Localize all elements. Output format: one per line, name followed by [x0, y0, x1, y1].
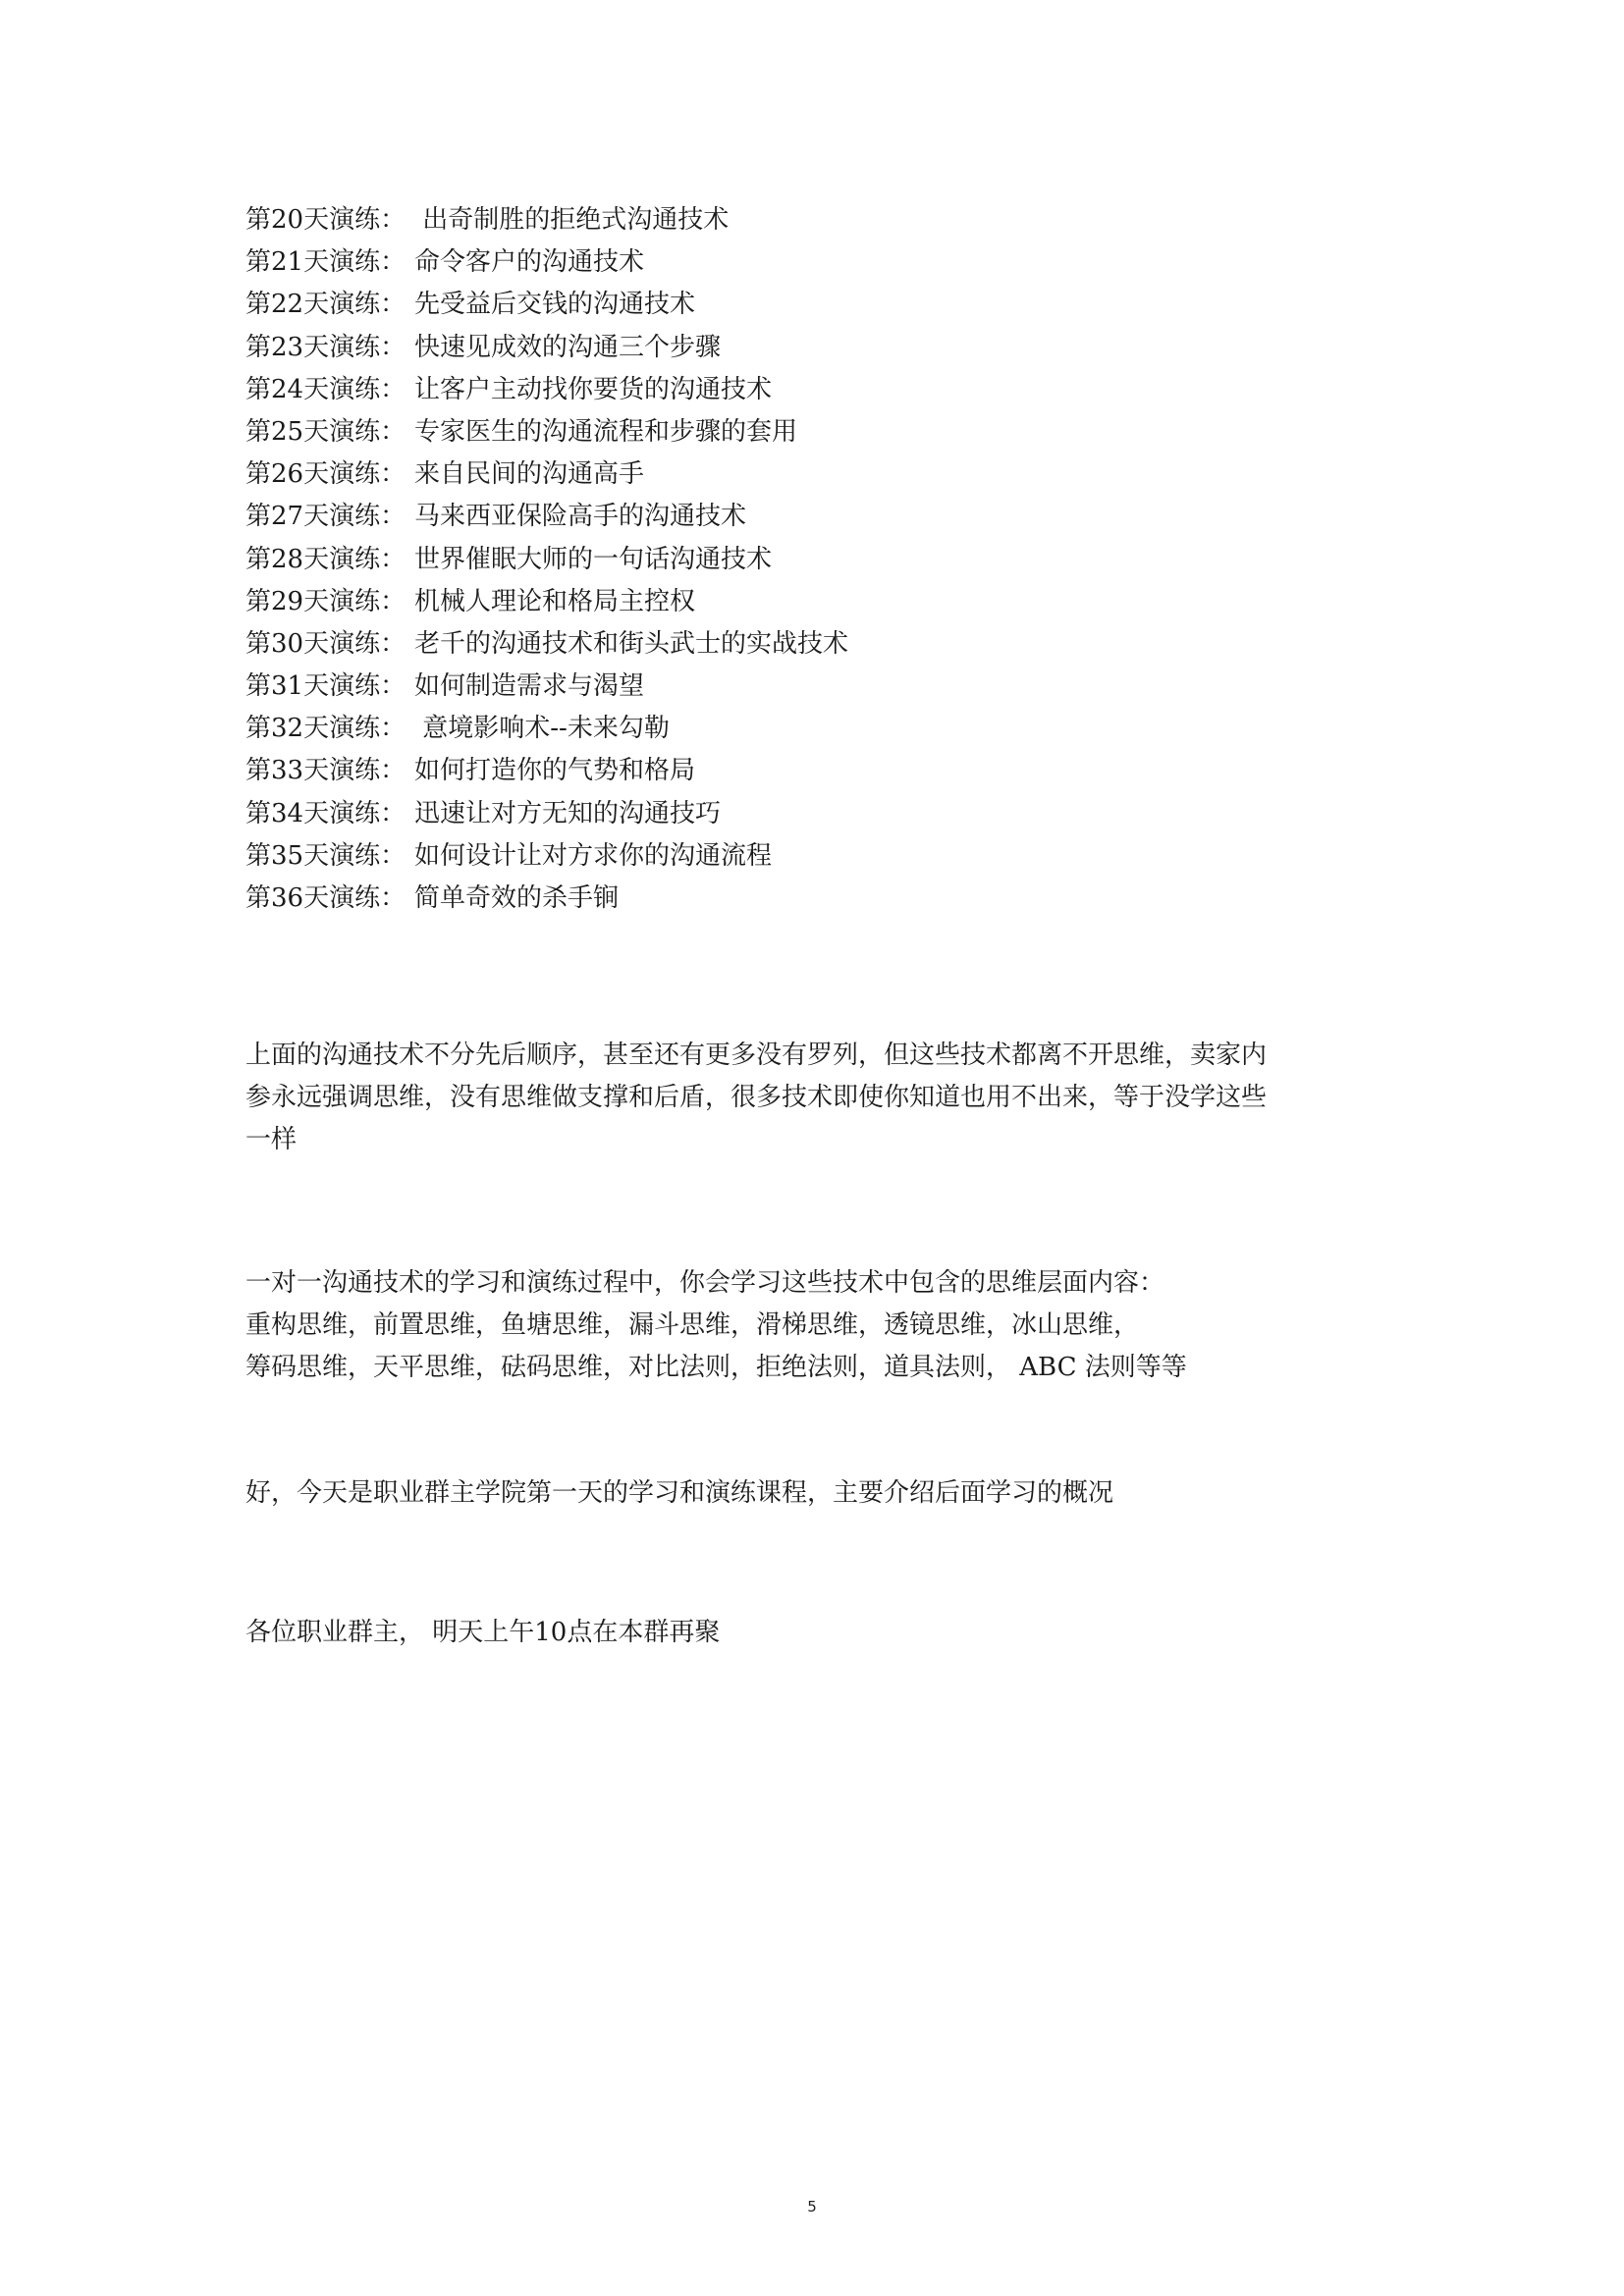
lesson-item: [245, 835, 1424, 878]
summary-line: 参永远强调思维，没有思维做支撑和后盾，很多技术即使你知道也用不出来，等于没学这些: [245, 1083, 1268, 1112]
lesson-title: 机械人理论和格局主控权: [414, 586, 696, 616]
lesson-day: 第25天演练：: [245, 416, 406, 447]
lesson-day: 第27天演练：: [245, 502, 406, 532]
thinking-line: 重构思维，前置思维，鱼塘思维，漏斗思维，滑梯思维，透镜思维，冰山思维，: [245, 1310, 1140, 1340]
lesson-day: 第28天演练：: [245, 544, 406, 574]
closing-line: 各位职业群主， 明天上午10点在本群再聚: [245, 1618, 721, 1647]
lesson-day: 第22天演练：: [245, 290, 406, 320]
lesson-title: 命令客户的沟通技术: [414, 247, 645, 278]
lesson-item: [245, 878, 1424, 920]
lesson-title: 快速见成效的沟通三个步骤: [414, 332, 722, 362]
lesson-item: [245, 793, 1424, 835]
lesson-title: 出奇制胜的拒绝式沟通技术: [414, 205, 730, 235]
lesson-day: 第35天演练：: [245, 840, 406, 871]
lesson-item: [245, 199, 1424, 241]
lesson-title: 意境影响术--未来勾勒: [414, 714, 670, 744]
lesson-title: 老千的沟通技术和街头武士的实战技术: [414, 628, 849, 659]
lesson-day: 第23天演练：: [245, 332, 406, 362]
lesson-title: 让客户主动找你要货的沟通技术: [414, 374, 773, 404]
summary-line: 一样: [245, 1125, 298, 1154]
lesson-item: [245, 539, 1424, 581]
intro-paragraph: [245, 1472, 1394, 1515]
lesson-item: [245, 750, 1424, 792]
lesson-item: [245, 581, 1424, 623]
lesson-day: 第20天演练：: [245, 205, 406, 235]
lesson-day: 第34天演练：: [245, 798, 406, 828]
lesson-title: 先受益后交钱的沟通技术: [414, 290, 696, 320]
summary-line: 上面的沟通技术不分先后顺序，甚至还有更多没有罗列，但这些技术都离不开思维，卖家内: [245, 1041, 1268, 1070]
closing-paragraph: [245, 1612, 1394, 1654]
lesson-title: 世界催眠大师的一句话沟通技术: [414, 544, 773, 574]
thinking-line: 一对一沟通技术的学习和演练过程中，你会学习这些技术中包含的思维层面内容：: [245, 1268, 1165, 1298]
lesson-item: [245, 241, 1424, 284]
lesson-item: [245, 666, 1424, 708]
lesson-title: 如何设计让对方求你的沟通流程: [414, 840, 773, 871]
lesson-item: [245, 369, 1424, 411]
lesson-title: 简单奇效的杀手锏: [414, 883, 620, 913]
lesson-item: [245, 496, 1424, 538]
lesson-item: [245, 411, 1424, 454]
lesson-day: 第21天演练：: [245, 247, 406, 278]
lesson-title: 来自民间的沟通高手: [414, 459, 645, 490]
lesson-day: 第32天演练：: [245, 714, 406, 744]
lesson-title: 迅速让对方无知的沟通技巧: [414, 798, 722, 828]
lesson-day: 第33天演练：: [245, 756, 406, 786]
lesson-day: 第26天演练：: [245, 459, 406, 490]
lesson-day: 第24天演练：: [245, 374, 406, 404]
lesson-day: 第36天演练：: [245, 883, 406, 913]
lesson-day: 第29天演练：: [245, 586, 406, 616]
lesson-day: 第30天演练：: [245, 628, 406, 659]
lesson-title: 如何打造你的气势和格局: [414, 756, 696, 786]
lesson-item: [245, 623, 1424, 666]
page-number: 5: [807, 2198, 817, 2216]
lesson-item: [245, 327, 1424, 369]
lesson-day: 第31天演练：: [245, 671, 406, 702]
lesson-list: [245, 199, 1424, 920]
lesson-item: [245, 708, 1424, 750]
summary-paragraph: [245, 1035, 1394, 1161]
lesson-item: [245, 454, 1424, 496]
lesson-title: 如何制造需求与渴望: [414, 671, 645, 702]
thinking-line: 筹码思维，天平思维，砝码思维，对比法则，拒绝法则，道具法则， ABC 法则等等: [245, 1353, 1187, 1382]
lesson-title: 专家医生的沟通流程和步骤的套用: [414, 416, 798, 447]
lesson-title: 马来西亚保险高手的沟通技术: [414, 502, 747, 532]
thinking-paragraph: [245, 1262, 1394, 1389]
intro-line: 好，今天是职业群主学院第一天的学习和演练课程，主要介绍后面学习的概况: [245, 1478, 1114, 1508]
lesson-item: [245, 284, 1424, 326]
